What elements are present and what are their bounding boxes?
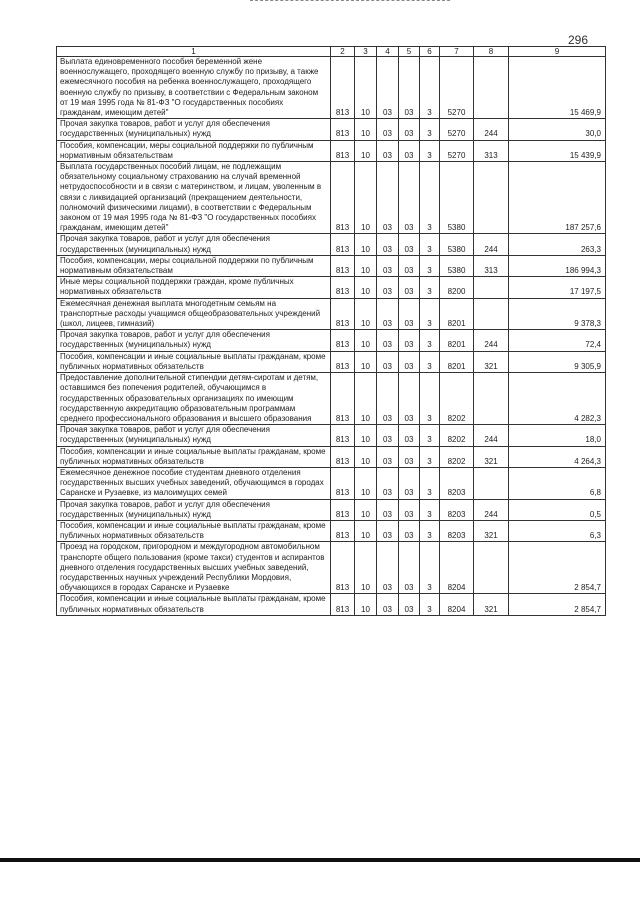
row-code: [474, 373, 509, 425]
row-code: 5270: [440, 57, 474, 119]
row-code: 321: [474, 351, 509, 372]
row-code: 10: [355, 162, 377, 234]
row-amount: 263,3: [509, 234, 606, 255]
row-code: 10: [355, 499, 377, 520]
row-code: 03: [377, 351, 399, 372]
row-description: Пособия, компенсации и иные социальные выплаты гражданам, кроме публичных нормативных обязательств: [57, 594, 331, 615]
row-amount: 30,0: [509, 119, 606, 140]
row-code: 8201: [440, 330, 474, 351]
row-code: 03: [377, 542, 399, 594]
row-code: 813: [331, 119, 355, 140]
table-row: [57, 277, 606, 298]
row-code: 3: [420, 594, 440, 615]
row-description: Пособия, компенсации и иные социальные выплаты гражданам, кроме публичных нормативных обязательств: [57, 351, 331, 372]
row-code: 5380: [440, 162, 474, 234]
row-code: [474, 542, 509, 594]
table-row: [57, 119, 606, 140]
bottom-scan-bar: [0, 858, 640, 862]
row-code: [474, 467, 509, 499]
table-row: [57, 298, 606, 330]
row-code: 03: [399, 330, 420, 351]
table-row: [57, 542, 606, 594]
row-code: 813: [331, 373, 355, 425]
row-code: 3: [420, 140, 440, 161]
row-code: 03: [399, 594, 420, 615]
row-code: 244: [474, 425, 509, 446]
row-code: 10: [355, 119, 377, 140]
row-code: 8203: [440, 499, 474, 520]
row-code: 8203: [440, 467, 474, 499]
row-code: 813: [331, 499, 355, 520]
row-code: 03: [399, 298, 420, 330]
row-code: 5270: [440, 140, 474, 161]
row-code: 03: [399, 499, 420, 520]
row-code: 8201: [440, 351, 474, 372]
row-code: 244: [474, 234, 509, 255]
row-amount: 18,0: [509, 425, 606, 446]
table-row: [57, 499, 606, 520]
row-code: 813: [331, 542, 355, 594]
row-code: 10: [355, 277, 377, 298]
row-code: 03: [377, 255, 399, 276]
table-row: [57, 446, 606, 467]
row-amount: 187 257,6: [509, 162, 606, 234]
row-amount: 6,3: [509, 520, 606, 541]
table-row: [57, 57, 606, 119]
row-code: 813: [331, 57, 355, 119]
header-cell: 7: [440, 47, 474, 57]
table-row: [57, 520, 606, 541]
header-cell: 9: [509, 47, 606, 57]
row-code: 03: [399, 119, 420, 140]
row-code: 3: [420, 119, 440, 140]
row-code: 813: [331, 351, 355, 372]
row-amount: 6,8: [509, 467, 606, 499]
row-amount: 9 378,3: [509, 298, 606, 330]
header-cell: 4: [377, 47, 399, 57]
row-code: 244: [474, 499, 509, 520]
row-amount: 17 197,5: [509, 277, 606, 298]
row-code: 10: [355, 542, 377, 594]
row-code: 03: [399, 234, 420, 255]
row-code: 10: [355, 57, 377, 119]
header-cell: 5: [399, 47, 420, 57]
row-code: 313: [474, 140, 509, 161]
row-code: 03: [377, 298, 399, 330]
row-description: Прочая закупка товаров, работ и услуг для обеспечения государственных (муниципальных) нужд: [57, 330, 331, 351]
table-row: [57, 255, 606, 276]
row-code: 813: [331, 298, 355, 330]
row-code: 03: [399, 373, 420, 425]
row-code: 8202: [440, 373, 474, 425]
row-code: 03: [377, 467, 399, 499]
row-code: 321: [474, 594, 509, 615]
row-code: 03: [377, 277, 399, 298]
row-code: 10: [355, 234, 377, 255]
row-amount: 9 305,9: [509, 351, 606, 372]
row-code: 813: [331, 162, 355, 234]
row-code: [474, 57, 509, 119]
row-code: 813: [331, 594, 355, 615]
row-code: 813: [331, 446, 355, 467]
row-code: 8203: [440, 520, 474, 541]
row-code: 8201: [440, 298, 474, 330]
table-row: [57, 140, 606, 161]
row-code: 8204: [440, 594, 474, 615]
row-code: 03: [377, 140, 399, 161]
row-code: 3: [420, 298, 440, 330]
row-description: Пособия, компенсации и иные социальные выплаты гражданам, кроме публичных нормативных обязательств: [57, 520, 331, 541]
row-description: Пособия, компенсации, меры социальной поддержки по публичным нормативным обязательствам: [57, 140, 331, 161]
row-description: Предоставление дополнительной стипендии детям-сиротам и детям, оставшимся без попечения родителей, обучающимся в государственных образовательных организациях по имеющим государственную аккредитацию образовательным программам среднего профессионального образования и высшего образования: [57, 373, 331, 425]
row-code: 03: [377, 520, 399, 541]
row-code: 10: [355, 255, 377, 276]
row-code: 10: [355, 425, 377, 446]
header-cell: 6: [420, 47, 440, 57]
row-code: 10: [355, 298, 377, 330]
row-description: Иные меры социальной поддержки граждан, кроме публичных нормативных обязательств: [57, 277, 331, 298]
row-amount: 15 469,9: [509, 57, 606, 119]
row-code: 03: [377, 162, 399, 234]
row-code: 5380: [440, 234, 474, 255]
row-description: Проезд на городском, пригородном и междугородном автомобильном транспорте общего пользования (кроме такси) студентов и аспирантов дневного отделения государственных высших учебных заведений, государственных научных учреждений Республики Мордовия, обучающихся в городах Саранске и Рузаевке: [57, 542, 331, 594]
page-number: 296: [567, 33, 588, 47]
row-code: 03: [399, 140, 420, 161]
row-code: 3: [420, 425, 440, 446]
row-code: 313: [474, 255, 509, 276]
row-code: 3: [420, 277, 440, 298]
row-code: 3: [420, 446, 440, 467]
row-code: 3: [420, 467, 440, 499]
row-code: 3: [420, 255, 440, 276]
row-code: 03: [377, 234, 399, 255]
row-code: 813: [331, 467, 355, 499]
table-body: [57, 57, 606, 616]
row-amount: 2 854,7: [509, 542, 606, 594]
table-row: [57, 162, 606, 234]
row-code: 244: [474, 119, 509, 140]
row-amount: 2 854,7: [509, 594, 606, 615]
row-code: 8200: [440, 277, 474, 298]
row-code: [474, 277, 509, 298]
row-description: Прочая закупка товаров, работ и услуг для обеспечения государственных (муниципальных) нужд: [57, 119, 331, 140]
row-amount: 4 264,3: [509, 446, 606, 467]
table-row: [57, 373, 606, 425]
table-row: [57, 330, 606, 351]
row-code: 03: [377, 446, 399, 467]
row-code: 3: [420, 499, 440, 520]
row-code: 813: [331, 520, 355, 541]
row-amount: 15 439,9: [509, 140, 606, 161]
row-description: Выплата государственных пособий лицам, не подлежащим обязательному социальному страхованию на случай временной нетрудоспособности и в связи с материнством, и лицам, уволенным в связи с ликвидацией организаций (прекращением деятельности, полномочий физическими лицами), в соответствии с Федеральным законом от 19 мая 1995 года № 81-ФЗ "О государственных пособиях гражданам, имеющим детей": [57, 162, 331, 234]
header-row: [57, 47, 606, 57]
row-description: Прочая закупка товаров, работ и услуг для обеспечения государственных (муниципальных) нужд: [57, 425, 331, 446]
row-code: 03: [377, 373, 399, 425]
header-cell: 2: [331, 47, 355, 57]
row-code: 10: [355, 330, 377, 351]
row-code: 8202: [440, 446, 474, 467]
table-row: [57, 467, 606, 499]
row-code: 03: [399, 162, 420, 234]
row-code: 8204: [440, 542, 474, 594]
row-code: 321: [474, 446, 509, 467]
row-description: Выплата единовременного пособия беременной жене военнослужащего, проходящего военную службу по призыву, а также ежемесячного пособия на ребенка военнослужащего, проходящего военную службу по призыву, в соответствии с Федеральным законом от 19 мая 1995 года № 81-ФЗ "О государственных пособиях гражданам, имеющим детей": [57, 57, 331, 119]
row-code: 03: [399, 277, 420, 298]
row-description: Прочая закупка товаров, работ и услуг для обеспечения государственных (муниципальных) нужд: [57, 234, 331, 255]
row-code: 03: [399, 520, 420, 541]
header-cell: 8: [474, 47, 509, 57]
row-code: 321: [474, 520, 509, 541]
header-cell: 3: [355, 47, 377, 57]
row-code: [474, 298, 509, 330]
row-code: 03: [399, 57, 420, 119]
row-code: 3: [420, 234, 440, 255]
row-code: 8202: [440, 425, 474, 446]
row-code: 244: [474, 330, 509, 351]
row-code: 03: [399, 351, 420, 372]
row-code: 03: [377, 57, 399, 119]
row-code: 813: [331, 255, 355, 276]
row-amount: 186 994,3: [509, 255, 606, 276]
row-code: 3: [420, 373, 440, 425]
top-scan-rule: [250, 0, 450, 2]
row-code: 813: [331, 425, 355, 446]
row-code: 03: [377, 499, 399, 520]
row-code: 03: [377, 594, 399, 615]
row-code: 03: [399, 542, 420, 594]
row-code: 10: [355, 351, 377, 372]
row-code: 813: [331, 330, 355, 351]
table-row: [57, 594, 606, 615]
row-description: Пособия, компенсации, меры социальной поддержки по публичным нормативным обязательствам: [57, 255, 331, 276]
row-code: 03: [399, 425, 420, 446]
row-code: 03: [399, 446, 420, 467]
row-code: 10: [355, 140, 377, 161]
row-code: 10: [355, 446, 377, 467]
row-code: 813: [331, 277, 355, 298]
row-code: 10: [355, 520, 377, 541]
table-row: [57, 425, 606, 446]
row-amount: 0,5: [509, 499, 606, 520]
row-code: [474, 162, 509, 234]
row-description: Ежемесячное денежное пособие студентам дневного отделения государственных высших учебных заведений, обучающимся в городах Саранске и Рузаевке, из малоимущих семей: [57, 467, 331, 499]
row-description: Пособия, компенсации и иные социальные выплаты гражданам, кроме публичных нормативных обязательств: [57, 446, 331, 467]
row-code: 10: [355, 594, 377, 615]
row-code: 03: [399, 255, 420, 276]
row-code: 10: [355, 373, 377, 425]
row-description: Прочая закупка товаров, работ и услуг для обеспечения государственных (муниципальных) нужд: [57, 499, 331, 520]
row-amount: 72,4: [509, 330, 606, 351]
budget-table: [56, 46, 606, 616]
table-row: [57, 351, 606, 372]
row-code: 3: [420, 351, 440, 372]
row-description: Ежемесячная денежная выплата многодетным семьям на транспортные расходы учащимся общеобразовательных учреждений (школ, лицеев, гимназий): [57, 298, 331, 330]
row-code: 3: [420, 542, 440, 594]
header-cell: 1: [57, 47, 331, 57]
row-code: 03: [377, 425, 399, 446]
row-code: 03: [377, 330, 399, 351]
row-code: 10: [355, 467, 377, 499]
row-code: 03: [377, 119, 399, 140]
row-code: 03: [399, 467, 420, 499]
row-code: 3: [420, 330, 440, 351]
row-amount: 4 282,3: [509, 373, 606, 425]
row-code: 813: [331, 234, 355, 255]
row-code: 5270: [440, 119, 474, 140]
row-code: 3: [420, 57, 440, 119]
row-code: 813: [331, 140, 355, 161]
row-code: 5380: [440, 255, 474, 276]
row-code: 3: [420, 162, 440, 234]
table-row: [57, 234, 606, 255]
row-code: 3: [420, 520, 440, 541]
